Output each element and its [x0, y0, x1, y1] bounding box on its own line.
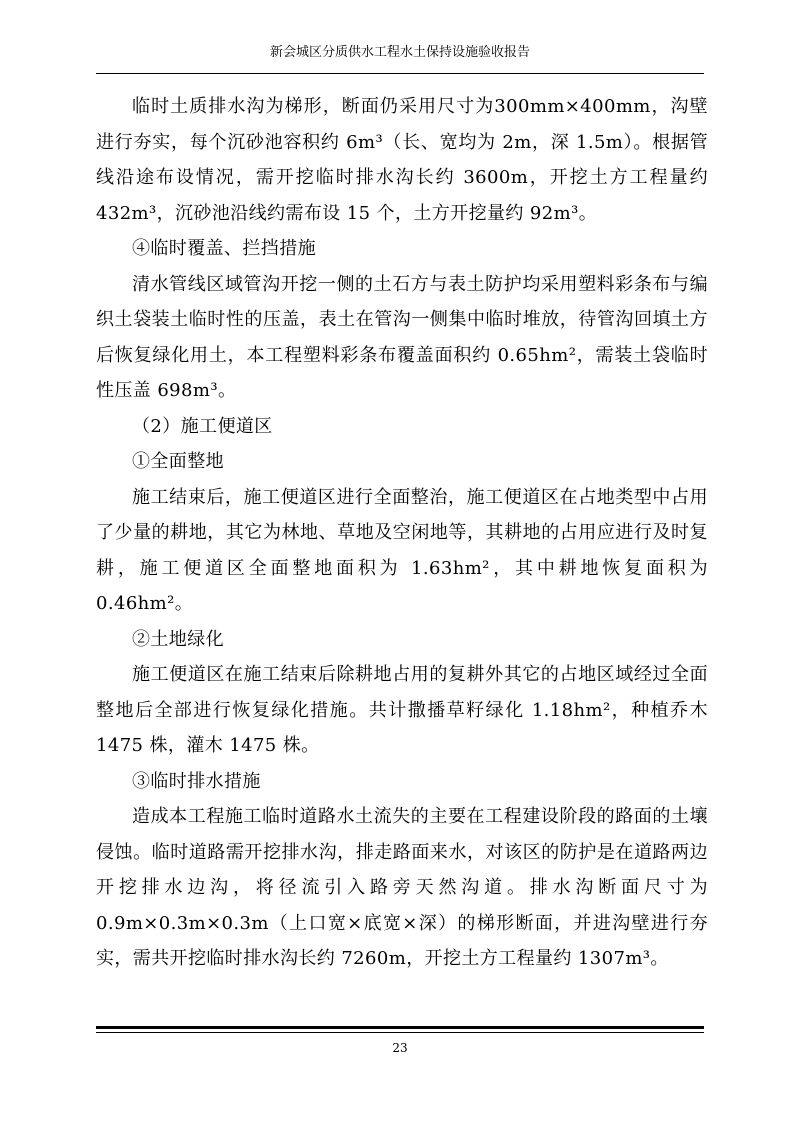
- header-divider: [96, 73, 704, 74]
- document-body: [96, 89, 708, 977]
- paragraph-temporary-drainage: 造成本工程施工临时道路水土流失的主要在工程建设阶段的路面的土壤侵蚀。临时道路需开挖排水沟，排走路面来水，对该区的防护是在道路两边开挖排水边沟，将径流引入路旁天然沟道。排水沟断面尺寸为 0.9m×0.3m×0.3m（上口宽×底宽×深）的梯形断面，并进沟壁进行夯实，需共开挖临时排水沟长约 7260m，开挖土方工程量约 1307m³。: [96, 806, 708, 969]
- heading-land-greening: ②土地绿化: [132, 628, 224, 650]
- paragraph-land-leveling: 施工结束后，施工便道区进行全面整治，施工便道区在占地类型中占用了少量的耕地，其它为林地、草地及空闲地等，其耕地的占用应进行及时复耕，施工便道区全面整地面积为 1.63hm²，其中耕地恢复面积为 0.46hm²。: [96, 486, 708, 614]
- footer-divider-thick: [96, 1026, 704, 1029]
- heading-land-leveling: ①全面整地: [132, 451, 224, 472]
- section-heading-access-road: （2）施工便道区: [132, 415, 273, 437]
- page-number: 23: [392, 1041, 408, 1055]
- paragraph-temporary-cover: 清水管线区域管沟开挖一侧的土石方与表土防护均采用塑料彩条布与编织土袋装土临时性的压盖，表土在管沟一侧集中临时堆放，待管沟回填土方后恢复绿化用土，本工程塑料彩条布覆盖面积约 0.65hm²，需装土袋临时性压盖 698m³。: [96, 273, 708, 401]
- heading-temporary-cover: ④临时覆盖、拦挡措施: [132, 238, 316, 259]
- paragraph-drainage-ditch: 临时土质排水沟为梯形，断面仍采用尺寸为300mm×400mm，沟壁进行夯实，每个沉砂池容积约 6m³（长、宽均为 2m，深 1.5m）。根据管线沿途布设情况，需开挖临时排水沟长约 3600m，开挖土方工程量约 432m³，沉砂池沿线约需布设 15 个，土方开挖量约 92m³。: [96, 96, 708, 224]
- paragraph-land-greening: 施工便道区在施工结束后除耕地占用的复耕外其它的占地区域经过全面整地后全部进行恢复绿化措施。共计撒播草籽绿化 1.18hm²，种植乔木 1475 株，灌木 1475 株。: [96, 664, 708, 756]
- footer-divider-thin: [96, 1032, 704, 1033]
- heading-temporary-drainage: ③临时排水措施: [132, 770, 261, 792]
- running-header: 新会城区分质供水工程水土保持设施验收报告: [269, 45, 530, 60]
